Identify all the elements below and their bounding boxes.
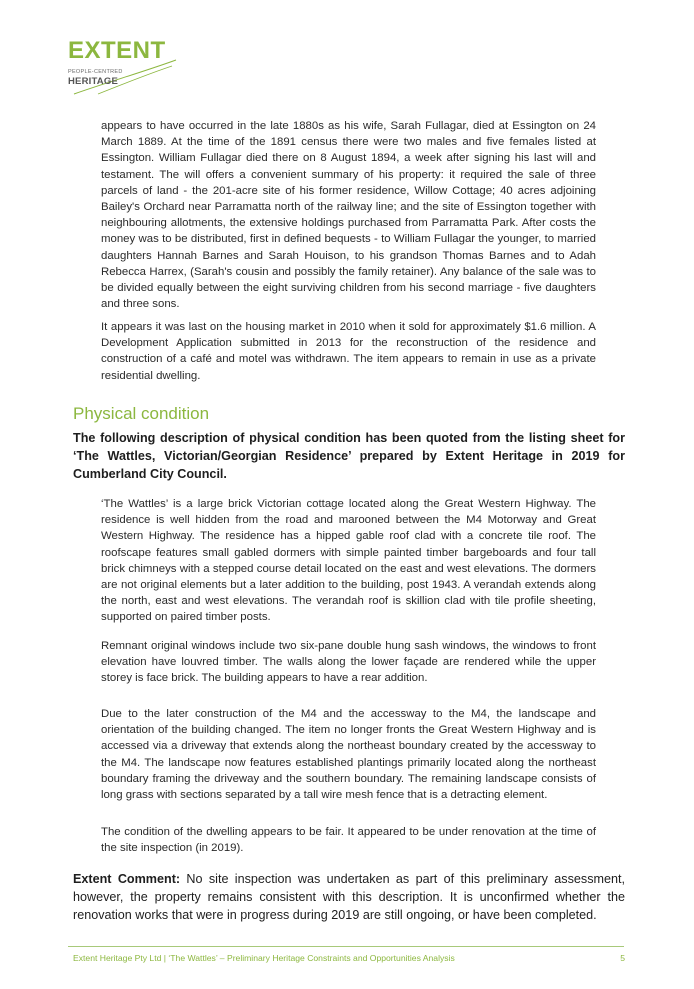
logo-tagline: PEOPLE-CENTRED	[68, 69, 123, 75]
history-paragraph-1: appears to have occurred in the late 1880s as his wife, Sarah Fullagar, died at Essington on 24 March 1889. At the time of the 1891 census there were two males and five females listed at Essington. William Fullagar died there on 8 August 1894, a week after signing his last will and testament. The will offers a convenient summary of his property: it required the sale of three parcels of land - the 201-acre site of his former residence, Willow Cottage; 40 acres adjoining Bailey's Orchard near Parramatta north of the railway line; and the site of Essington together with neighbouring allotments, the extensive holdings purchased from Parramatta Park. After costs the money was to be distributed, first in defined bequests - to William Fullagar the younger, to married daughters Hannah Barnes and Sarah Houison, to his grandson Thomas Barnes and to Adah Rebecca Harrex, (Sarah's cousin and possibly the family retainer). Any balance of the sale was to be divided equally between the eight surviving children from his second marriage - five daughters and three sons.	[101, 120, 596, 311]
section-heading-physical-condition: Physical condition	[73, 404, 210, 423]
quote-paragraph-1: ‘The Wattles’ is a large brick Victorian cottage located along the Great Western Highway. The residence is well hidden from the road and marooned between the M4 Motorway and Great Western Highway. The residence has a hipped gable roof clad with a concrete tile roof. The roofscape features small gabled dormers with simple painted timber bargeboards and four tall brick chimneys with a stepped course detail located on the east and west elevations. The dormers are not original elements but a later addition to the building, post 1943. A verandah extends along the north, east and west elevations. The verandah roof is skillion clad with tile profile sheeting, supported on paired timber posts.	[101, 498, 596, 624]
page-number: 5	[620, 953, 625, 963]
quote-paragraph-2: Remnant original windows include two six-pane double hung sash windows, the windows to front elevation have louvred timber. The walls along the lower façade are rendered while the upper storey is face brick. The building appears to have a rear addition.	[101, 640, 596, 685]
logo-wordmark: EXTENT	[68, 37, 166, 64]
logo-tagline-heritage: HERITAGE	[68, 76, 118, 87]
extent-comment-text: No site inspection was undertaken as part of this preliminary assessment, however, the property remains consistent with this description. It is unconfirmed whether the renovation works that were in progress during 2019 are still ongoing, or have been completed.	[73, 872, 625, 922]
page-footer	[73, 953, 625, 963]
quote-paragraph-4: The condition of the dwelling appears to be fair. It appeared to be under renovation at the time of the site inspection (in 2019).	[101, 826, 596, 855]
extent-heritage-logo	[68, 38, 178, 96]
footer-divider	[68, 946, 624, 947]
history-paragraph-2: It appears it was last on the housing market in 2010 when it sold for approximately $1.6 million. A Development Application submitted in 2013 for the reconstruction of the residence and construction of a café and motel was withdrawn. The item appears to remain in use as a private residential dwelling.	[101, 321, 596, 382]
footer-text: Extent Heritage Pty Ltd | ‘The Wattles’ – Preliminary Heritage Constraints and Opportunities Analysis	[73, 953, 455, 963]
physical-condition-intro: The following description of physical condition has been quoted from the listing sheet for ‘The Wattles, Victorian/Georgian Residence’ prepared by Extent Heritage in 2019 for Cumberland City Council.	[73, 431, 625, 481]
extent-comment-label: Extent Comment:	[73, 872, 181, 886]
quote-paragraph-3: Due to the later construction of the M4 and the accessway to the M4, the landscape and orientation of the building changed. The item no longer fronts the Great Western Highway and is accessed via a driveway that extends along the northeast boundary created by the accessway to the M4. The landscape now features established plantings primarily located along the northeast boundary framing the driveway and the southern boundary. The remaining landscape consists of long grass with sections separated by a tall wire mesh fence that is a detracting element.	[101, 708, 596, 802]
extent-comment-paragraph	[73, 870, 625, 924]
